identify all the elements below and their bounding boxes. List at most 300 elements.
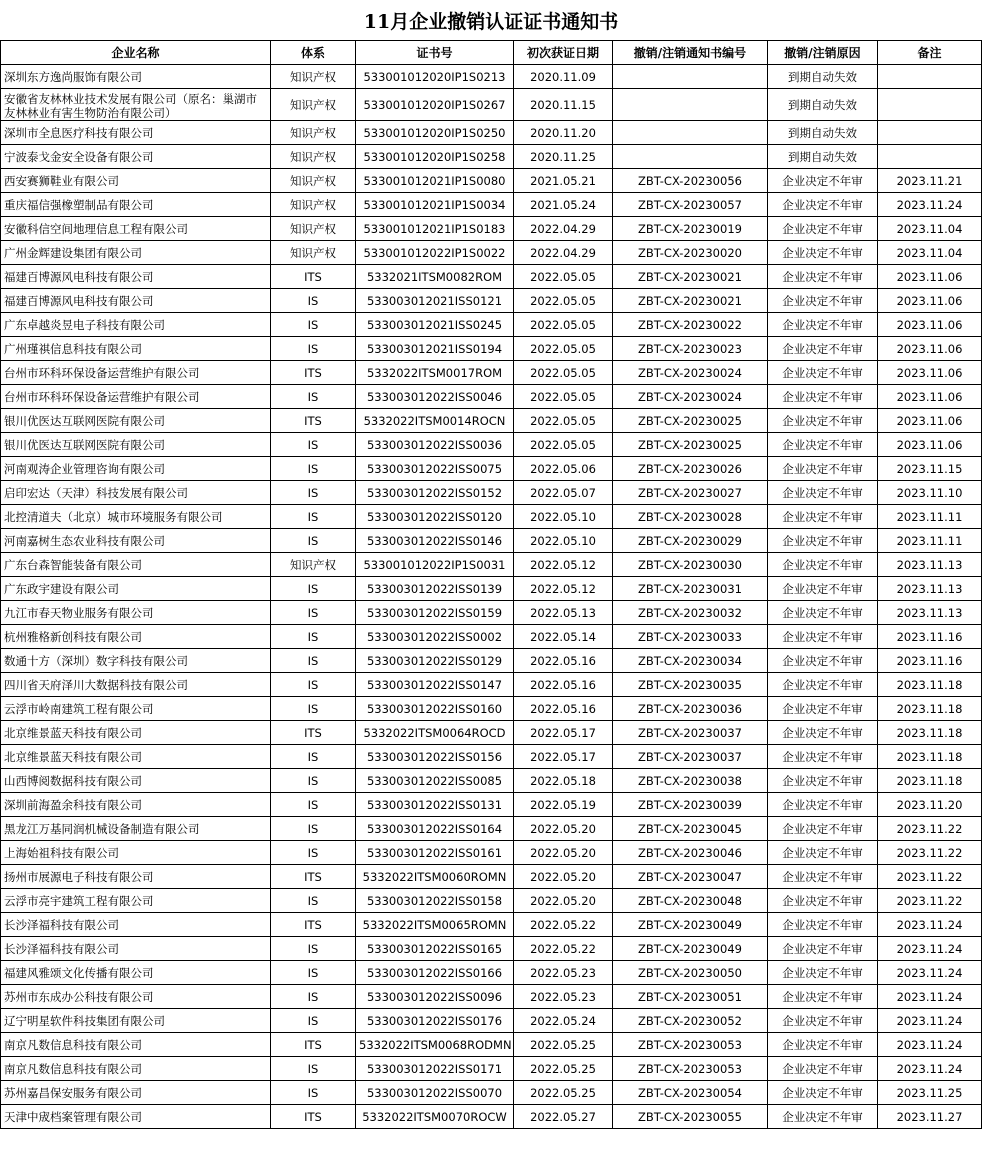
reason-cell: 企业决定不年审 — [768, 1081, 878, 1105]
notice-number-cell: ZBT-CX-20230053 — [613, 1057, 768, 1081]
notice-number-cell: ZBT-CX-20230034 — [613, 649, 768, 673]
system-cell: IS — [271, 289, 356, 313]
notice-number-cell — [613, 121, 768, 145]
certificate-number-cell: 5332021ITSM0082ROM — [356, 265, 514, 289]
company-name-cell: 九江市春天物业服务有限公司 — [1, 601, 271, 625]
table-row — [1, 409, 982, 433]
table-row — [1, 265, 982, 289]
certificate-number-cell: 533003012022ISS0075 — [356, 457, 514, 481]
notice-number-cell: ZBT-CX-20230030 — [613, 553, 768, 577]
remark-cell: 2023.11.16 — [878, 625, 982, 649]
system-cell: 知识产权 — [271, 145, 356, 169]
remark-cell: 2023.11.06 — [878, 289, 982, 313]
reason-cell: 到期自动失效 — [768, 65, 878, 89]
remark-cell: 2023.11.06 — [878, 361, 982, 385]
system-cell: 知识产权 — [271, 89, 356, 121]
certificate-number-cell: 533003012022ISS0158 — [356, 889, 514, 913]
system-cell: IS — [271, 313, 356, 337]
reason-cell: 企业决定不年审 — [768, 745, 878, 769]
remark-cell: 2023.11.06 — [878, 385, 982, 409]
reason-cell: 企业决定不年审 — [768, 529, 878, 553]
company-name-cell: 杭州雅格新创科技有限公司 — [1, 625, 271, 649]
reason-cell: 企业决定不年审 — [768, 625, 878, 649]
initial-date-cell: 2021.05.21 — [514, 169, 613, 193]
header-company-name: 企业名称 — [1, 41, 271, 65]
system-cell: IS — [271, 889, 356, 913]
reason-cell: 企业决定不年审 — [768, 1057, 878, 1081]
remark-cell: 2023.11.11 — [878, 505, 982, 529]
system-cell: IS — [271, 529, 356, 553]
system-cell: ITS — [271, 361, 356, 385]
certificate-number-cell: 533003012022ISS0036 — [356, 433, 514, 457]
remark-cell: 2023.11.11 — [878, 529, 982, 553]
system-cell: IS — [271, 745, 356, 769]
table-row — [1, 313, 982, 337]
system-cell: IS — [271, 769, 356, 793]
notice-number-cell: ZBT-CX-20230031 — [613, 577, 768, 601]
reason-cell: 企业决定不年审 — [768, 409, 878, 433]
reason-cell: 到期自动失效 — [768, 145, 878, 169]
system-cell: IS — [271, 337, 356, 361]
remark-cell: 2023.11.22 — [878, 817, 982, 841]
initial-date-cell: 2022.05.12 — [514, 577, 613, 601]
system-cell: IS — [271, 1009, 356, 1033]
table-row — [1, 985, 982, 1009]
company-name-cell: 长沙泽福科技有限公司 — [1, 937, 271, 961]
company-name-cell: 河南观涛企业管理咨询有限公司 — [1, 457, 271, 481]
system-cell: IS — [271, 457, 356, 481]
company-name-cell: 银川优医达互联网医院有限公司 — [1, 433, 271, 457]
remark-cell: 2023.11.16 — [878, 649, 982, 673]
table-row — [1, 625, 982, 649]
company-name-cell: 福建百博源风电科技有限公司 — [1, 289, 271, 313]
remark-cell: 2023.11.27 — [878, 1105, 982, 1129]
table-row — [1, 769, 982, 793]
certificate-number-cell: 533001012022IP1S0031 — [356, 553, 514, 577]
remark-cell: 2023.11.13 — [878, 577, 982, 601]
notice-number-cell: ZBT-CX-20230052 — [613, 1009, 768, 1033]
reason-cell: 企业决定不年审 — [768, 889, 878, 913]
certificate-number-cell: 533001012020IP1S0213 — [356, 65, 514, 89]
system-cell: IS — [271, 649, 356, 673]
reason-cell: 企业决定不年审 — [768, 433, 878, 457]
initial-date-cell: 2022.05.12 — [514, 553, 613, 577]
system-cell: IS — [271, 385, 356, 409]
system-cell: IS — [271, 1057, 356, 1081]
certificate-number-cell: 533003012022ISS0120 — [356, 505, 514, 529]
company-name-cell: 台州市环科环保设备运营维护有限公司 — [1, 385, 271, 409]
initial-date-cell: 2022.05.24 — [514, 1009, 613, 1033]
initial-date-cell: 2022.05.22 — [514, 937, 613, 961]
notice-number-cell: ZBT-CX-20230019 — [613, 217, 768, 241]
notice-number-cell: ZBT-CX-20230035 — [613, 673, 768, 697]
company-name-cell: 深圳市全息医疗科技有限公司 — [1, 121, 271, 145]
initial-date-cell: 2022.05.22 — [514, 913, 613, 937]
notice-number-cell — [613, 89, 768, 121]
certificate-number-cell: 533001012021IP1S0080 — [356, 169, 514, 193]
notice-number-cell: ZBT-CX-20230057 — [613, 193, 768, 217]
remark-cell — [878, 89, 982, 121]
notice-number-cell: ZBT-CX-20230038 — [613, 769, 768, 793]
company-name-cell: 重庆福信强橡塑制品有限公司 — [1, 193, 271, 217]
remark-cell: 2023.11.06 — [878, 313, 982, 337]
company-name-cell: 福建百博源风电科技有限公司 — [1, 265, 271, 289]
system-cell: 知识产权 — [271, 121, 356, 145]
page-title: 11月企业撤销认证证书通知书 — [363, 10, 619, 33]
remark-cell: 2023.11.22 — [878, 865, 982, 889]
system-cell: IS — [271, 1081, 356, 1105]
system-cell: ITS — [271, 1105, 356, 1129]
system-cell: 知识产权 — [271, 193, 356, 217]
reason-cell: 企业决定不年审 — [768, 1009, 878, 1033]
company-name-cell: 西安赛狮鞋业有限公司 — [1, 169, 271, 193]
table-row — [1, 169, 982, 193]
initial-date-cell: 2022.05.20 — [514, 841, 613, 865]
remark-cell: 2023.11.13 — [878, 601, 982, 625]
table-row — [1, 937, 982, 961]
system-cell: ITS — [271, 865, 356, 889]
initial-date-cell: 2022.05.19 — [514, 793, 613, 817]
table-row — [1, 193, 982, 217]
remark-cell: 2023.11.24 — [878, 1009, 982, 1033]
certificate-number-cell: 533003012022ISS0166 — [356, 961, 514, 985]
system-cell: IS — [271, 481, 356, 505]
header-certificate-number: 证书号 — [356, 41, 514, 65]
table-row — [1, 65, 982, 89]
table-row — [1, 217, 982, 241]
company-name-cell: 四川省天府泽川大数据科技有限公司 — [1, 673, 271, 697]
remark-cell: 2023.11.04 — [878, 217, 982, 241]
table-row — [1, 1033, 982, 1057]
table-row — [1, 457, 982, 481]
remark-cell — [878, 121, 982, 145]
initial-date-cell: 2022.05.05 — [514, 289, 613, 313]
initial-date-cell: 2022.05.16 — [514, 649, 613, 673]
system-cell: IS — [271, 625, 356, 649]
initial-date-cell: 2022.05.16 — [514, 697, 613, 721]
company-name-cell: 广东台森智能装备有限公司 — [1, 553, 271, 577]
reason-cell: 企业决定不年审 — [768, 337, 878, 361]
table-row — [1, 553, 982, 577]
company-name-cell: 北控清道夫（北京）城市环境服务有限公司 — [1, 505, 271, 529]
system-cell: 知识产权 — [271, 553, 356, 577]
notice-number-cell: ZBT-CX-20230055 — [613, 1105, 768, 1129]
notice-number-cell: ZBT-CX-20230045 — [613, 817, 768, 841]
company-name-cell: 北京维景蓝天科技有限公司 — [1, 745, 271, 769]
company-name-cell: 台州市环科环保设备运营维护有限公司 — [1, 361, 271, 385]
initial-date-cell: 2022.05.27 — [514, 1105, 613, 1129]
notice-number-cell: ZBT-CX-20230049 — [613, 937, 768, 961]
initial-date-cell: 2022.05.20 — [514, 889, 613, 913]
system-cell: 知识产权 — [271, 65, 356, 89]
certificate-number-cell: 533003012022ISS0152 — [356, 481, 514, 505]
company-name-cell: 启印宏达（天津）科技发展有限公司 — [1, 481, 271, 505]
table-row — [1, 433, 982, 457]
certificate-number-cell: 533003012022ISS0161 — [356, 841, 514, 865]
notice-number-cell: ZBT-CX-20230047 — [613, 865, 768, 889]
system-cell: IS — [271, 697, 356, 721]
system-cell: IS — [271, 793, 356, 817]
certificate-number-cell: 533001012020IP1S0267 — [356, 89, 514, 121]
initial-date-cell: 2022.05.05 — [514, 361, 613, 385]
table-row — [1, 1009, 982, 1033]
company-name-cell: 深圳东方逸尚服饰有限公司 — [1, 65, 271, 89]
notice-number-cell: ZBT-CX-20230024 — [613, 361, 768, 385]
company-name-cell: 南京凡数信息科技有限公司 — [1, 1057, 271, 1081]
table-row — [1, 793, 982, 817]
certificate-number-cell: 5332022ITSM0065ROMN — [356, 913, 514, 937]
certificate-number-cell: 5332022ITSM0064ROCD — [356, 721, 514, 745]
system-cell: ITS — [271, 265, 356, 289]
company-name-cell: 安徽科信空间地理信息工程有限公司 — [1, 217, 271, 241]
reason-cell: 企业决定不年审 — [768, 865, 878, 889]
system-cell: IS — [271, 673, 356, 697]
notice-number-cell: ZBT-CX-20230025 — [613, 433, 768, 457]
system-cell: 知识产权 — [271, 169, 356, 193]
company-name-cell: 深圳前海盈余科技有限公司 — [1, 793, 271, 817]
table-row — [1, 601, 982, 625]
remark-cell: 2023.11.06 — [878, 265, 982, 289]
remark-cell: 2023.11.06 — [878, 337, 982, 361]
remark-cell: 2023.11.04 — [878, 241, 982, 265]
company-name-cell: 福建风雅颂文化传播有限公司 — [1, 961, 271, 985]
remark-cell: 2023.11.21 — [878, 169, 982, 193]
system-cell: IS — [271, 433, 356, 457]
reason-cell: 企业决定不年审 — [768, 985, 878, 1009]
reason-cell: 企业决定不年审 — [768, 505, 878, 529]
notice-number-cell: ZBT-CX-20230046 — [613, 841, 768, 865]
notice-number-cell: ZBT-CX-20230037 — [613, 745, 768, 769]
table-row — [1, 697, 982, 721]
certificate-number-cell: 5332022ITSM0017ROM — [356, 361, 514, 385]
table-row — [1, 577, 982, 601]
remark-cell: 2023.11.22 — [878, 841, 982, 865]
remark-cell: 2023.11.18 — [878, 697, 982, 721]
initial-date-cell: 2020.11.25 — [514, 145, 613, 169]
certificate-number-cell: 533003012022ISS0085 — [356, 769, 514, 793]
system-cell: ITS — [271, 913, 356, 937]
remark-cell: 2023.11.06 — [878, 409, 982, 433]
table-row — [1, 673, 982, 697]
initial-date-cell: 2022.05.16 — [514, 673, 613, 697]
table-row — [1, 817, 982, 841]
remark-cell: 2023.11.06 — [878, 433, 982, 457]
initial-date-cell: 2020.11.09 — [514, 65, 613, 89]
notice-number-cell: ZBT-CX-20230033 — [613, 625, 768, 649]
remark-cell: 2023.11.24 — [878, 913, 982, 937]
remark-cell: 2023.11.24 — [878, 985, 982, 1009]
reason-cell: 企业决定不年审 — [768, 385, 878, 409]
reason-cell: 企业决定不年审 — [768, 721, 878, 745]
company-name-cell: 云浮市亮宇建筑工程有限公司 — [1, 889, 271, 913]
header-reason: 撤销/注销原因 — [768, 41, 878, 65]
reason-cell: 企业决定不年审 — [768, 769, 878, 793]
table-row — [1, 961, 982, 985]
notice-number-cell — [613, 65, 768, 89]
company-name-cell: 天津中宬档案管理有限公司 — [1, 1105, 271, 1129]
remark-cell: 2023.11.10 — [878, 481, 982, 505]
initial-date-cell: 2020.11.20 — [514, 121, 613, 145]
company-name-cell: 广东政宇建设有限公司 — [1, 577, 271, 601]
remark-cell — [878, 145, 982, 169]
reason-cell: 企业决定不年审 — [768, 961, 878, 985]
reason-cell: 企业决定不年审 — [768, 697, 878, 721]
notice-number-cell: ZBT-CX-20230023 — [613, 337, 768, 361]
notice-number-cell: ZBT-CX-20230049 — [613, 913, 768, 937]
table-row — [1, 121, 982, 145]
table-row — [1, 337, 982, 361]
certificate-number-cell: 533003012022ISS0131 — [356, 793, 514, 817]
notice-number-cell: ZBT-CX-20230025 — [613, 409, 768, 433]
table-row — [1, 289, 982, 313]
initial-date-cell: 2022.05.25 — [514, 1033, 613, 1057]
reason-cell: 企业决定不年审 — [768, 193, 878, 217]
table-row — [1, 145, 982, 169]
remark-cell: 2023.11.18 — [878, 769, 982, 793]
initial-date-cell: 2022.05.23 — [514, 985, 613, 1009]
system-cell: IS — [271, 505, 356, 529]
company-name-cell: 上海始祖科技有限公司 — [1, 841, 271, 865]
notice-number-cell: ZBT-CX-20230039 — [613, 793, 768, 817]
table-row — [1, 89, 982, 121]
certificate-number-cell: 533003012021ISS0194 — [356, 337, 514, 361]
reason-cell: 企业决定不年审 — [768, 241, 878, 265]
initial-date-cell: 2022.05.20 — [514, 817, 613, 841]
remark-cell: 2023.11.13 — [878, 553, 982, 577]
reason-cell: 企业决定不年审 — [768, 817, 878, 841]
certificate-number-cell: 533003012022ISS0070 — [356, 1081, 514, 1105]
table-row — [1, 1105, 982, 1129]
certificate-number-cell: 5332022ITSM0070ROCW — [356, 1105, 514, 1129]
initial-date-cell: 2022.05.18 — [514, 769, 613, 793]
initial-date-cell: 2022.05.14 — [514, 625, 613, 649]
remark-cell: 2023.11.24 — [878, 1057, 982, 1081]
system-cell: ITS — [271, 409, 356, 433]
table-row — [1, 841, 982, 865]
reason-cell: 企业决定不年审 — [768, 553, 878, 577]
certificate-number-cell: 533003012022ISS0096 — [356, 985, 514, 1009]
notice-number-cell: ZBT-CX-20230027 — [613, 481, 768, 505]
initial-date-cell: 2022.05.25 — [514, 1081, 613, 1105]
notice-number-cell: ZBT-CX-20230024 — [613, 385, 768, 409]
company-name-cell: 黑龙江万基同润机械设备制造有限公司 — [1, 817, 271, 841]
initial-date-cell: 2022.05.05 — [514, 265, 613, 289]
notice-number-cell: ZBT-CX-20230050 — [613, 961, 768, 985]
company-name-cell: 数通十方（深圳）数字科技有限公司 — [1, 649, 271, 673]
certificate-number-cell: 533003012022ISS0165 — [356, 937, 514, 961]
notice-number-cell: ZBT-CX-20230029 — [613, 529, 768, 553]
certificate-number-cell: 533003012022ISS0002 — [356, 625, 514, 649]
initial-date-cell: 2022.05.20 — [514, 865, 613, 889]
remark-cell: 2023.11.24 — [878, 193, 982, 217]
reason-cell: 企业决定不年审 — [768, 1033, 878, 1057]
system-cell: IS — [271, 817, 356, 841]
company-name-cell: 广州金辉建设集团有限公司 — [1, 241, 271, 265]
certificate-number-cell: 533001012020IP1S0250 — [356, 121, 514, 145]
reason-cell: 企业决定不年审 — [768, 265, 878, 289]
company-name-cell: 云浮市岭南建筑工程有限公司 — [1, 697, 271, 721]
remark-cell: 2023.11.24 — [878, 1033, 982, 1057]
reason-cell: 企业决定不年审 — [768, 841, 878, 865]
notice-number-cell: ZBT-CX-20230036 — [613, 697, 768, 721]
certificate-number-cell: 533003012022ISS0171 — [356, 1057, 514, 1081]
table-header-row — [1, 41, 982, 65]
certificate-number-cell: 533003012021ISS0245 — [356, 313, 514, 337]
initial-date-cell: 2022.05.06 — [514, 457, 613, 481]
reason-cell: 企业决定不年审 — [768, 361, 878, 385]
reason-cell: 企业决定不年审 — [768, 313, 878, 337]
reason-cell: 企业决定不年审 — [768, 481, 878, 505]
company-name-cell: 苏州市东成办公科技有限公司 — [1, 985, 271, 1009]
certificate-number-cell: 533001012021IP1S0034 — [356, 193, 514, 217]
notice-number-cell: ZBT-CX-20230032 — [613, 601, 768, 625]
company-name-cell: 长沙泽福科技有限公司 — [1, 913, 271, 937]
reason-cell: 企业决定不年审 — [768, 913, 878, 937]
certificate-number-cell: 533003012021ISS0121 — [356, 289, 514, 313]
system-cell: ITS — [271, 1033, 356, 1057]
system-cell: IS — [271, 937, 356, 961]
certificate-number-cell: 533003012022ISS0129 — [356, 649, 514, 673]
initial-date-cell: 2021.05.24 — [514, 193, 613, 217]
certificate-number-cell: 533001012020IP1S0258 — [356, 145, 514, 169]
company-name-cell: 山西博阅数据科技有限公司 — [1, 769, 271, 793]
table-row — [1, 1057, 982, 1081]
remark-cell: 2023.11.24 — [878, 937, 982, 961]
remark-cell: 2023.11.18 — [878, 745, 982, 769]
initial-date-cell: 2022.05.17 — [514, 745, 613, 769]
remark-cell: 2023.11.22 — [878, 889, 982, 913]
system-cell: IS — [271, 601, 356, 625]
remark-cell: 2023.11.20 — [878, 793, 982, 817]
reason-cell: 企业决定不年审 — [768, 457, 878, 481]
initial-date-cell: 2022.05.13 — [514, 601, 613, 625]
company-name-cell: 安徽省友林林业技术发展有限公司（原名：巢湖市友林林业有害生物防治有限公司） — [1, 89, 271, 121]
certificate-number-cell: 533003012022ISS0176 — [356, 1009, 514, 1033]
certificate-number-cell: 533003012022ISS0046 — [356, 385, 514, 409]
notice-number-cell: ZBT-CX-20230021 — [613, 265, 768, 289]
table-row — [1, 361, 982, 385]
initial-date-cell: 2022.05.05 — [514, 337, 613, 361]
reason-cell: 企业决定不年审 — [768, 673, 878, 697]
reason-cell: 企业决定不年审 — [768, 217, 878, 241]
remark-cell: 2023.11.24 — [878, 961, 982, 985]
certificate-number-cell: 533001012022IP1S0022 — [356, 241, 514, 265]
initial-date-cell: 2022.05.17 — [514, 721, 613, 745]
certificate-number-cell: 533001012021IP1S0183 — [356, 217, 514, 241]
certificate-number-cell: 533003012022ISS0139 — [356, 577, 514, 601]
company-name-cell: 广东卓越炎昱电子科技有限公司 — [1, 313, 271, 337]
certificate-number-cell: 5332022ITSM0060ROMN — [356, 865, 514, 889]
notice-number-cell: ZBT-CX-20230053 — [613, 1033, 768, 1057]
initial-date-cell: 2022.05.05 — [514, 409, 613, 433]
notice-number-cell: ZBT-CX-20230021 — [613, 289, 768, 313]
certificate-number-cell: 533003012022ISS0164 — [356, 817, 514, 841]
reason-cell: 企业决定不年审 — [768, 649, 878, 673]
company-name-cell: 南京凡数信息科技有限公司 — [1, 1033, 271, 1057]
table-row — [1, 241, 982, 265]
reason-cell: 到期自动失效 — [768, 89, 878, 121]
system-cell: ITS — [271, 721, 356, 745]
table-row — [1, 913, 982, 937]
system-cell: IS — [271, 961, 356, 985]
initial-date-cell: 2022.05.10 — [514, 529, 613, 553]
header-remark: 备注 — [878, 41, 982, 65]
table-row — [1, 745, 982, 769]
notice-number-cell: ZBT-CX-20230037 — [613, 721, 768, 745]
initial-date-cell: 2022.05.25 — [514, 1057, 613, 1081]
company-name-cell: 扬州市展源电子科技有限公司 — [1, 865, 271, 889]
header-notice-number: 撤销/注销通知书编号 — [613, 41, 768, 65]
